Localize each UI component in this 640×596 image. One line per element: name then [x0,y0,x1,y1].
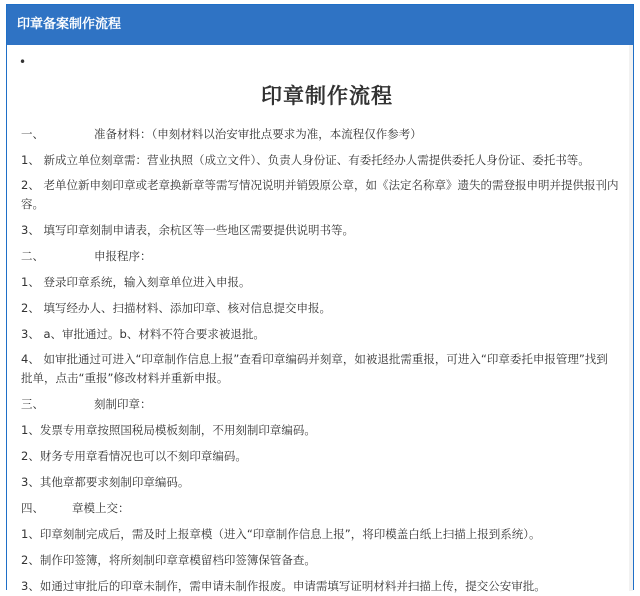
document-body [7,45,633,596]
section-number: 一、 [21,127,44,141]
section-text: 申报程序： [94,249,152,263]
section-text: 准备材料：（申刻材料以治安审批点要求为准，本流程仅作参考） [94,127,422,141]
document-lines [21,118,633,596]
section-heading [21,492,633,518]
list-item: 1、 新成立单位刻章需：营业执照（成立文件）、负责人身份证、有委托经办人需提供委托人身份证、委托书等。 [21,153,590,167]
list-item: 3、其他章都要求刻制印章编码。 [21,475,190,489]
list-item: 1、 登录印章系统，输入刻章单位进入申报。 [21,275,251,289]
list-item: 2、制作印签簿，将所刻制印章章模留档印签簿保管备查。 [21,553,316,567]
panel-header [7,5,633,45]
list-item: 3、 a、审批通过。b、材料不符合要求被退批。 [21,327,265,341]
panel-title: 印章备案制作流程 [17,17,122,32]
list-item: 2、 老单位新申刻印章或老章换新章等需写情况说明并销毁原公章，如《法定名称章》遗失的需登报申明并提供报刊内容。 [21,178,619,211]
list-item: 1、印章刻制完成后，需及时上报章模（进入“印章制作信息上报”，将印模盖白纸上扫描上报到系统）。 [21,527,541,541]
bullet-dot: • [19,55,27,69]
list-item: 3、 填写印章刻制申请表，余杭区等一些地区需要提供说明书等。 [21,223,354,237]
list-item: 4、 如审批通过可进入“印章制作信息上报”查看印章编码并刻章，如被退批需重报，可进入“印章委托申报管理”找到批单，点击“重报”修改材料并重新申报。 [21,352,608,385]
panel [6,4,634,593]
section-heading [21,388,633,414]
section-heading [21,118,633,144]
section-text: 刻制印章： [94,397,152,411]
section-text: 章模上交： [72,501,130,515]
list-item: 3、如通过审批后的印章未制作，需申请未制作报废。申请需填写证明材料并扫描上传，提交公安审批。 [21,579,546,593]
section-number: 三、 [21,397,44,411]
section-number: 二、 [21,249,44,263]
section-number: 四、 [21,501,44,515]
list-item: 2、 填写经办人、扫描材料、添加印章、核对信息提交申报。 [21,301,331,315]
document-title: 印章制作流程 [261,84,393,108]
list-item: 1、发票专用章按照国税局模板刻制，不用刻制印章编码。 [21,423,316,437]
section-heading [21,240,633,266]
list-item: 2、财务专用章看情况也可以不刻印章编码。 [21,449,247,463]
